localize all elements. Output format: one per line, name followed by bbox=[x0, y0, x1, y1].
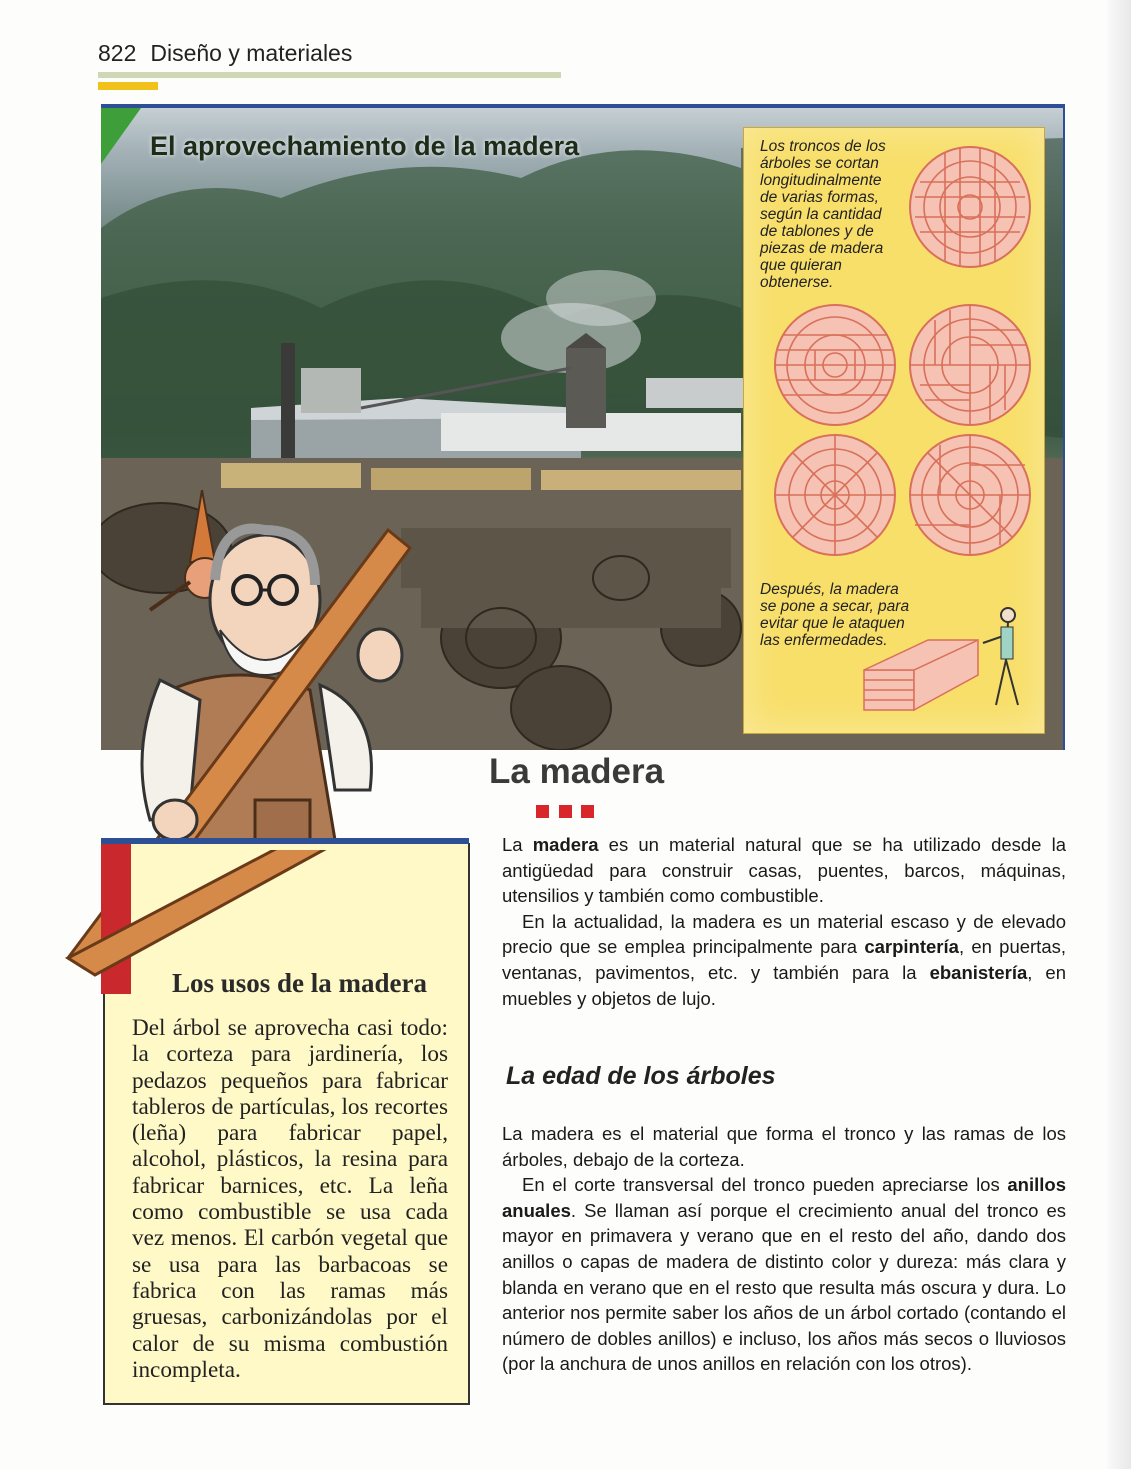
term-madera: madera bbox=[532, 834, 599, 855]
heading-square-2 bbox=[559, 805, 572, 818]
page-edge-shadow bbox=[1107, 0, 1131, 1469]
running-header bbox=[98, 40, 352, 67]
article-heading: La madera bbox=[489, 752, 665, 791]
title-corner-triangle bbox=[101, 108, 141, 164]
uses-box-text: Del árbol se aprovecha casi todo: la corteza para jardinería, los pedazos pequeños para fabricar tableros de partículas, los recortes (leña) para fabricar papel, alcohol, plásticos, la resina para fabricar barnices, etc. La leña como combustible se usa cada vez menos. El carbón vegetal que se usa para las barbacoas se fabrica con las ramas más gruesas, carbonizándolas por el calor de su misma combustión incompleta. bbox=[132, 1015, 448, 1383]
term-anillos: anillos anuales bbox=[502, 1174, 1066, 1221]
intro-paragraph-1: La madera es un material natural que se ha utilizado desde la antigüedad para construir casas, puentes, barcos, máquinas, utensilios y también como combustible. bbox=[502, 834, 1067, 907]
uses-box-title: Los usos de la madera bbox=[171, 968, 428, 998]
photo-title: El aprovechamiento de la madera bbox=[150, 131, 580, 161]
uses-box-top-bar bbox=[101, 838, 469, 844]
intro-text bbox=[502, 832, 1066, 1011]
subsection-heading: La edad de los árboles bbox=[506, 1062, 776, 1090]
page-number: 822 bbox=[98, 40, 137, 66]
term-ebanisteria: ebanistería bbox=[929, 961, 1028, 983]
wood-drying-diagram bbox=[858, 595, 1038, 720]
age-paragraph-1: La madera es el material que forma el tronco y las ramas de los árboles, debajo de la corteza. bbox=[502, 1123, 1066, 1170]
header-accent-bar bbox=[98, 82, 158, 90]
header-rule bbox=[98, 72, 561, 78]
heading-square-1 bbox=[536, 805, 549, 818]
heading-square-3 bbox=[581, 805, 594, 818]
log-cut-diagram-5 bbox=[905, 430, 1035, 560]
info-text-cutting: Los troncos de los árboles se cortan longitudinalmente de varias formas, según la cantidad de tablones y de piezas de madera que quieran obtenerse. bbox=[760, 138, 886, 291]
log-cut-diagram-4 bbox=[770, 430, 900, 560]
section-title: Diseño y materiales bbox=[150, 40, 353, 66]
intro-paragraph-2: En la actualidad, la madera es un material escaso y de elevado precio que se emplea principalmente para carpintería, en puertas, ventanas, pavimentos, etc. y también para la ebanistería, en muebles y objetos de lujo. bbox=[502, 910, 1067, 1009]
log-cut-diagram-1 bbox=[905, 142, 1035, 272]
log-cut-diagram-3 bbox=[905, 300, 1035, 430]
info-text-drying: Después, la madera se pone a secar, para evitar que le ataquen las enfermedades. bbox=[760, 581, 910, 649]
term-carpinteria: carpintería bbox=[864, 936, 959, 958]
log-cut-diagram-2 bbox=[770, 300, 900, 430]
age-paragraph-2: En el corte transversal del tronco pueden apreciarse los anillos anuales. Se llaman así porque el crecimiento anual del tronco es mayor en primavera y verano que en el resto del año, dando dos anillos o capas de madera de distinto color y dureza: más clara y blanda en verano que en el resto que resulta más oscura y dura. Lo anterior nos permite saber los años de un árbol cortado (contando el número de dobles anillos) e incluso, los años más secos o lluviosos (por la anchura de unos anillos en relación con los otros). bbox=[502, 1174, 1066, 1375]
age-text bbox=[502, 1121, 1066, 1377]
